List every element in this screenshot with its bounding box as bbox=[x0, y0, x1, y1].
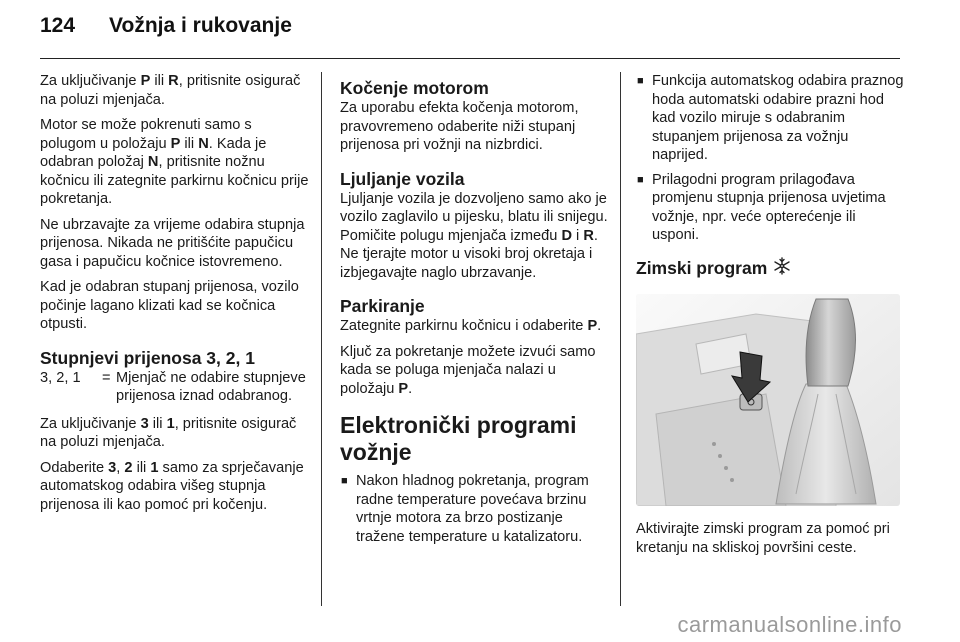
programs-list-continued bbox=[636, 72, 904, 245]
paragraph: Za uključivanje P ili R, pritisnite osigurač na poluzi mjenjača. bbox=[40, 73, 301, 108]
gear-lever-illustration bbox=[636, 294, 900, 506]
column-divider bbox=[321, 72, 322, 606]
bullet-icon: ■ bbox=[637, 75, 644, 87]
section-heading-winter: Zimski program bbox=[636, 257, 768, 278]
paragraph: Za uključivanje 3 ili 1, pritisnite osigurač na poluzi mjenjača. bbox=[40, 415, 297, 450]
paragraph: Ljuljanje vozila je dozvoljeno samo ako je vozilo zaglavilo u pijesku, blatu ili snijegu. Pomičite polugu mjenjača između D i R. Ne tjerajte motor u visoki broj okretaja i izbjegavajte naglo ubrzavanje. bbox=[340, 190, 608, 281]
bullet-icon: ■ bbox=[637, 173, 644, 186]
section-heading-rocking: Ljuljanje vozila bbox=[340, 168, 465, 189]
list-item: ■ Nakon hladnog pokretanja, program radne temperature povećava brzinu vrtnje motora za brzo postizanje tražene temperature u katalizatoru. bbox=[341, 473, 589, 545]
programs-list bbox=[340, 472, 608, 546]
list-item: ■ Prilagodni program prilagođava promjenu stupnja prijenosa uvjetima vožnje, npr. veće opterećenje ili usponi. bbox=[637, 171, 886, 243]
paragraph: Kad je odabran stupanj prijenosa, vozilo počinje lagano klizati kad se kočnica otpusti. bbox=[40, 279, 299, 332]
list-item: ■ Funkcija automatskog odabira praznog hoda automatski odabire prazni hod kad vozilo miruje s odabranim stupanjem prijenosa za vožnju naprijed. bbox=[637, 73, 904, 163]
definition-separator: = bbox=[102, 369, 111, 386]
column-left bbox=[40, 72, 310, 521]
section-heading-engine-braking: Kočenje motorom bbox=[340, 78, 489, 98]
page-number: 124 bbox=[40, 14, 76, 37]
page-header bbox=[40, 14, 292, 54]
section-heading-driving-programs: Elektronički programi vožnje bbox=[340, 412, 577, 465]
page-header-title: Vožnja i rukovanje bbox=[109, 14, 292, 37]
winter-program-heading bbox=[636, 257, 904, 281]
header-rule bbox=[40, 58, 900, 59]
bullet-icon: ■ bbox=[341, 475, 348, 487]
paragraph: Odaberite 3, 2 ili 1 samo za sprječavanje automatskog odabira višeg stupnja prijenosa ili kao pomoć pri kočenju. bbox=[40, 459, 304, 513]
section-heading-parking: Parkiranje bbox=[340, 296, 425, 316]
paragraph: Ključ za pokretanje možete izvući samo kada se poluga mjenjača nalazi u položaju P. bbox=[340, 343, 596, 397]
definition-term: 3, 2, 1 bbox=[40, 369, 81, 386]
section-heading-gears: Stupnjevi prijenosa 3, 2, 1 bbox=[40, 347, 255, 368]
column-middle bbox=[340, 72, 608, 554]
paragraph: Za uporabu efekta kočenja motorom, pravovremeno odaberite niži stupanj prijenosa pri vožnji na nizbrdici. bbox=[340, 100, 579, 153]
paragraph: Zategnite parkirnu kočnicu i odaberite P. bbox=[340, 318, 602, 334]
definition-description: Mjenjač ne odabire stupnjeve prijenosa iznad odabranog. bbox=[116, 369, 306, 404]
paragraph: Ne ubrzavajte za vrijeme odabira stupnja prijenosa. Nikada ne pritišćite papučicu gasa i papučicu kočnice istovremeno. bbox=[40, 216, 305, 270]
watermark: carmanualsonline.info bbox=[677, 612, 902, 637]
definition-row bbox=[40, 369, 310, 406]
paragraph: Motor se može pokrenuti samo s polugom u položaju P ili N. Kada je odabran položaj N, pritisnite nožnu kočnicu ili zategnite parkirnu kočnicu prije pokretanja. bbox=[40, 117, 309, 207]
snowflake-icon bbox=[773, 257, 791, 281]
column-divider bbox=[620, 72, 621, 606]
column-right bbox=[636, 72, 904, 564]
figure-caption: Aktivirajte zimski program za pomoć pri kretanju na skliskoj površini ceste. bbox=[636, 521, 890, 556]
